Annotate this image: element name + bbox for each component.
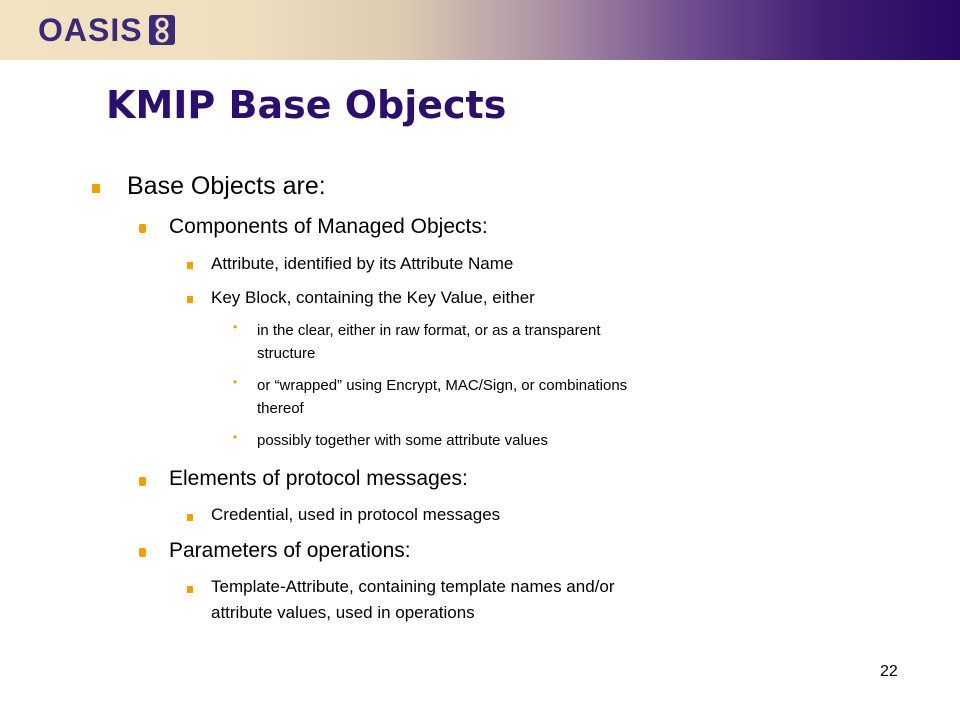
- wrapped-item-line2: thereof: [257, 400, 304, 417]
- base-objects-heading: Base Objects are:: [127, 172, 326, 200]
- bullet-round: [139, 548, 146, 557]
- bullet-square: [187, 262, 193, 269]
- slide-title: KMIP Base Objects: [106, 83, 507, 127]
- logo-text: OASIS: [38, 11, 143, 48]
- key-block-item: Key Block, containing the Key Value, either: [211, 288, 535, 307]
- bullet-square: [92, 184, 100, 193]
- attribute-item: Attribute, identified by its Attribute Name: [211, 254, 514, 273]
- elements-label: Elements of protocol messages:: [169, 467, 468, 490]
- possibly-item: possibly together with some attribute values: [257, 432, 548, 449]
- bullet-square: [187, 586, 193, 593]
- template-item-line1: Template-Attribute, containing template names and/or: [211, 577, 615, 596]
- clear-item-line1: in the clear, either in raw format, or as a transparent: [257, 322, 601, 339]
- clear-item-line2: structure: [257, 345, 316, 362]
- bullet-round: [139, 477, 146, 486]
- bullet-round: [139, 224, 146, 233]
- bullet-square: [187, 514, 193, 521]
- credential-item: Credential, used in protocol messages: [211, 505, 501, 524]
- bullet-dot: •: [233, 320, 238, 334]
- parameters-label: Parameters of operations:: [169, 539, 411, 562]
- components-label: Components of Managed Objects:: [169, 215, 488, 238]
- wrapped-item-line1: or “wrapped” using Encrypt, MAC/Sign, or combinations: [257, 377, 628, 394]
- bullet-square: [187, 296, 193, 303]
- bullet-dot: •: [233, 375, 238, 389]
- page-number: 22: [880, 663, 898, 680]
- bullet-dot: •: [233, 430, 238, 444]
- template-item-line2: attribute values, used in operations: [211, 603, 475, 622]
